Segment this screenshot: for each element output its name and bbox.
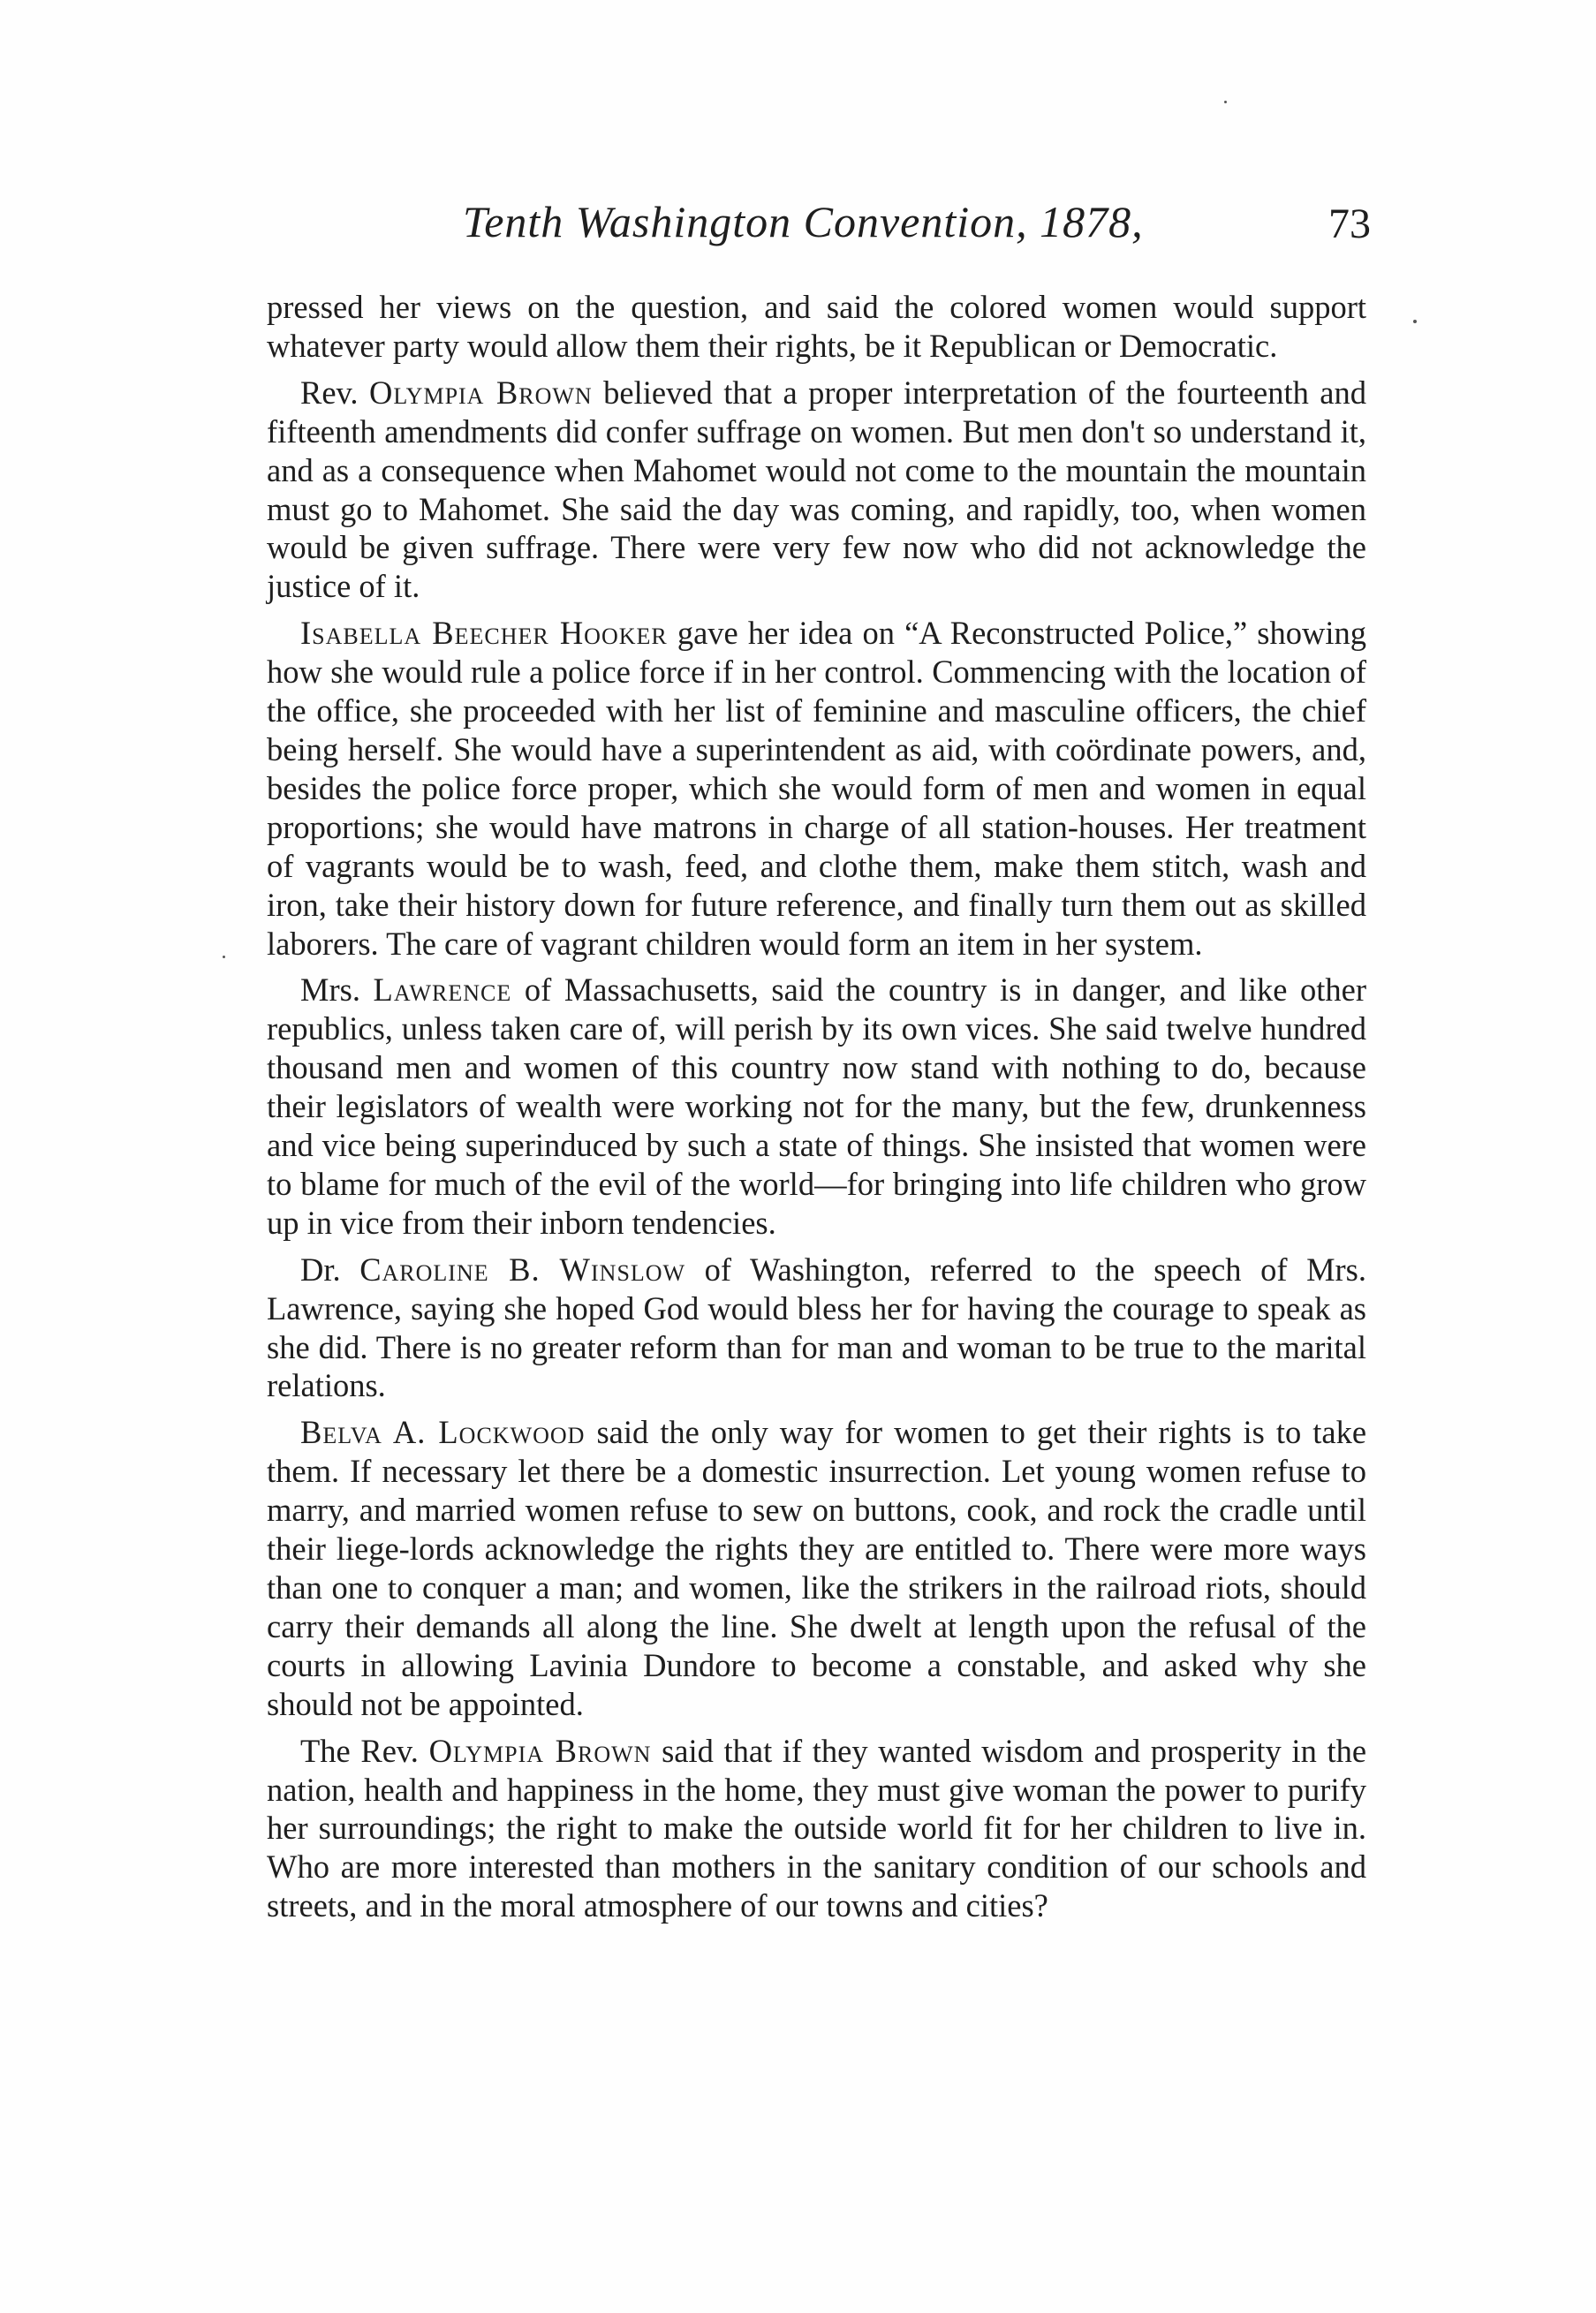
speaker-prefix: The Rev. (300, 1732, 419, 1769)
speaker-prefix: Mrs. (300, 971, 360, 1009)
paragraph (267, 1413, 1366, 1723)
speaker-name: Olympia Brown (428, 1732, 652, 1769)
running-title: Tenth Washington Convention, 1878, (463, 197, 1144, 246)
speaker-prefix: Dr. (300, 1251, 341, 1288)
paragraph-text: gave her idea on “A Reconstructed Police,” showing how she would rule a police force if in her control. Commencing with the location of the office, she proceeded with her list of feminine and masculine officers, the chief being herself. She would have a superintendent as aid, with coördinate powers, and, besides the police force proper, which she would form of men and women in equal proportions; she would have matrons in charge of all station-houses. Her treatment of vagrants would be to wash, feed, and clothe them, make them stitch, wash and iron, take their history down for future reference, and finally turn them out as skilled laborers. The care of vagrant children would form an item in her system. (267, 615, 1366, 962)
print-speck (1224, 101, 1227, 103)
paragraph (267, 971, 1366, 1242)
paragraph-text: of Massachusetts, said the country is in danger, and like other republics, unless taken care of, will perish by its own vices. She said twelve hundred thousand men and women of this country now stand with nothing to do, because their legislators of wealth were working not for the many, but the few, drunkenness and vice being superinduced by such a state of things. She insisted that women were to blame for much of the evil of the world—for bringing into life children who grow up in vice from their inborn tendencies. (267, 971, 1367, 1241)
paragraph (267, 1251, 1366, 1406)
speaker-name: Lawrence (373, 971, 512, 1009)
speaker-name: Olympia Brown (369, 374, 593, 411)
speaker-prefix: Rev. (300, 374, 359, 411)
print-speck (1413, 320, 1417, 323)
speaker-name: Belva A. Lockwood (300, 1414, 586, 1451)
paragraph (267, 288, 1366, 366)
paragraph (267, 614, 1366, 963)
paragraph (267, 374, 1366, 606)
paragraph-text: said that if they wanted wisdom and prosperity in the nation, health and happiness in the home, they must give woman the power to purify her surroundings; the right to make the outside world fit for her children to live in. Who are more interested than mothers in the sanitary condition of our schools and streets, and in the moral atmosphere of our towns and cities? (267, 1732, 1367, 1924)
print-speck (223, 956, 225, 958)
paragraph-text: said the only way for women to get their rights is to take them. If necessary let there be a domestic insurrection. Let young women refuse to marry, and married women refuse to sew on buttons, cook, and rock the cradle until their liege-lords acknowledge the rights they are entitled to. There were more ways than one to conquer a man; and women, like the strikers in the railroad riots, should carry their demands all along the line. She dwelt at length upon the refusal of the courts in allowing Lavinia Dundore to become a constable, and asked why she should not be appointed. (267, 1414, 1367, 1722)
speaker-name: Isabella Beecher Hooker (300, 615, 668, 652)
speaker-name: Caroline B. Winslow (359, 1251, 686, 1288)
paragraph-text: pressed her views on the question, and said the colored women would support whatever party would allow them their rights, be it Republican or Democratic. (267, 289, 1366, 364)
paragraph-text: of Washington, referred to the speech of Mrs. Lawrence, saying she hoped God would bless her for having the courage to speak as she did. There is no greater reform than for man and woman to be true to the marital relations. (267, 1251, 1367, 1404)
page-number: 73 (1328, 200, 1371, 247)
paragraph (267, 1732, 1366, 1926)
body-text (267, 288, 1366, 1925)
paragraph-text: believed that a proper interpretation of the fourteenth and fifteenth amendments did confer suffrage on women. But men don't so understand it, and as a consequence when Mahomet would not come to the mountain the mountain must go to Mahomet. She said the day was coming, and rapidly, too, when women would be given suffrage. There were very few now who did not acknowledge the justice of it. (267, 374, 1366, 605)
running-head (267, 196, 1371, 258)
